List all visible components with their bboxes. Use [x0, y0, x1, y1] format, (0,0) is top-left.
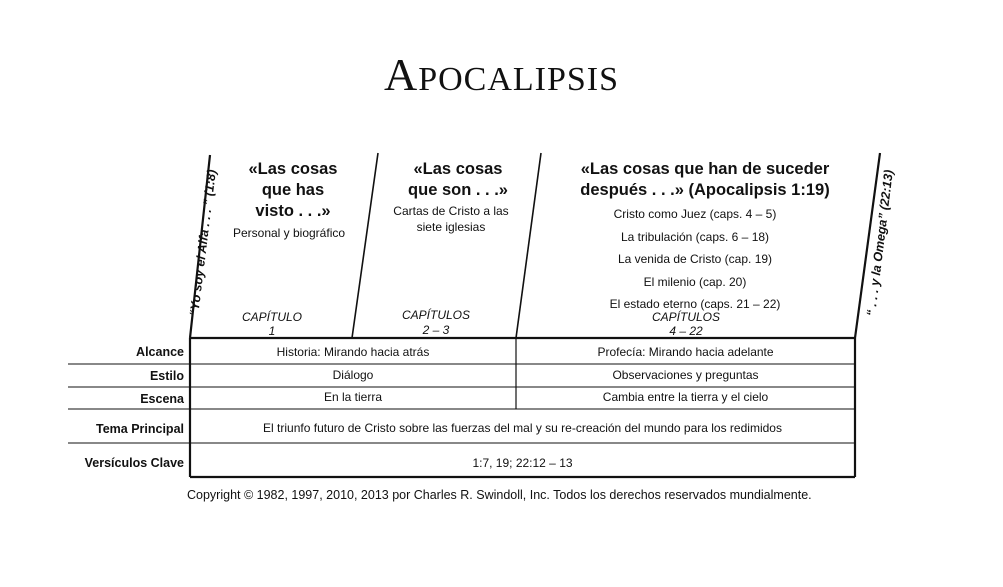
estilo-right: Observaciones y preguntas — [612, 368, 759, 382]
versiculos-value: 1:7, 19; 22:12 – 13 — [472, 456, 573, 470]
event-item: La tribulación (caps. 6 – 18) — [620, 229, 770, 244]
section-3-chapter-label: CAPÍTULOS — [651, 310, 720, 324]
section-1-description: Personal y biográfico — [232, 226, 346, 240]
section-1-chapters: 1 — [268, 324, 276, 338]
section-3-chapters: 4 – 22 — [669, 324, 703, 338]
escena-right: Cambia entre la tierra y el cielo — [602, 390, 769, 404]
section-1-heading — [218, 159, 368, 222]
copyright-notice: Copyright © 1982, 1997, 2010, 2013 por Charles R. Swindoll, Inc. Todos los derechos reservados mundialmente. — [187, 488, 812, 502]
section-2-chapter-label: CAPÍTULOS — [401, 308, 470, 322]
section-1-heading-line: visto . . .» — [255, 202, 331, 220]
right-quote: “ . . . y la Omega” (22:13) — [864, 169, 896, 317]
section-1-heading-line: «Las cosas — [248, 160, 338, 178]
escena-left: En la tierra — [323, 390, 383, 404]
section-2-heading-line: que son . . .» — [408, 181, 508, 199]
event-item: El estado eterno (caps. 21 – 22) — [609, 297, 781, 311]
section-2-chapters: 2 – 3 — [422, 323, 450, 337]
tema-value: El triunfo futuro de Cristo sobre las fuerzas del mal y su re-creación del mundo para los redimidos — [263, 421, 782, 435]
section-2-heading — [383, 159, 533, 201]
alcance-right: Profecía: Mirando hacia adelante — [597, 345, 774, 359]
row-label-escena: Escena — [140, 392, 184, 406]
row-label-alcance: Alcance — [136, 345, 184, 359]
event-item: Cristo como Juez (caps. 4 – 5) — [613, 207, 777, 221]
section-2-description-line: siete iglesias — [416, 220, 486, 234]
page-title: APOCALIPSIS — [383, 49, 620, 100]
section-2-heading-line: «Las cosas — [413, 160, 503, 178]
section-2-description — [376, 203, 526, 235]
row-label-estilo: Estilo — [149, 369, 184, 383]
event-item: El milenio (cap. 20) — [643, 274, 747, 289]
estilo-left: Diálogo — [332, 368, 374, 382]
section-3-heading — [540, 159, 870, 201]
left-quote: “Yo soy el Alfa . . . ” (1:8) — [187, 168, 219, 318]
section-3-heading-line: «Las cosas que han de suceder — [580, 160, 830, 178]
section-1-chapter-label: CAPÍTULO — [241, 310, 302, 324]
section-3-heading-line: después . . .» (Apocalipsis 1:19) — [580, 181, 830, 199]
section-2-description-line: Cartas de Cristo a las — [393, 204, 509, 218]
row-label-tema: Tema Principal — [96, 422, 184, 436]
section-3-events — [595, 203, 795, 316]
event-item: La venida de Cristo (cap. 19) — [617, 252, 773, 266]
section-1-heading-line: que has — [261, 181, 325, 199]
row-label-versiculos: Versículos Clave — [84, 456, 184, 470]
alcance-left: Historia: Mirando hacia atrás — [276, 345, 430, 359]
